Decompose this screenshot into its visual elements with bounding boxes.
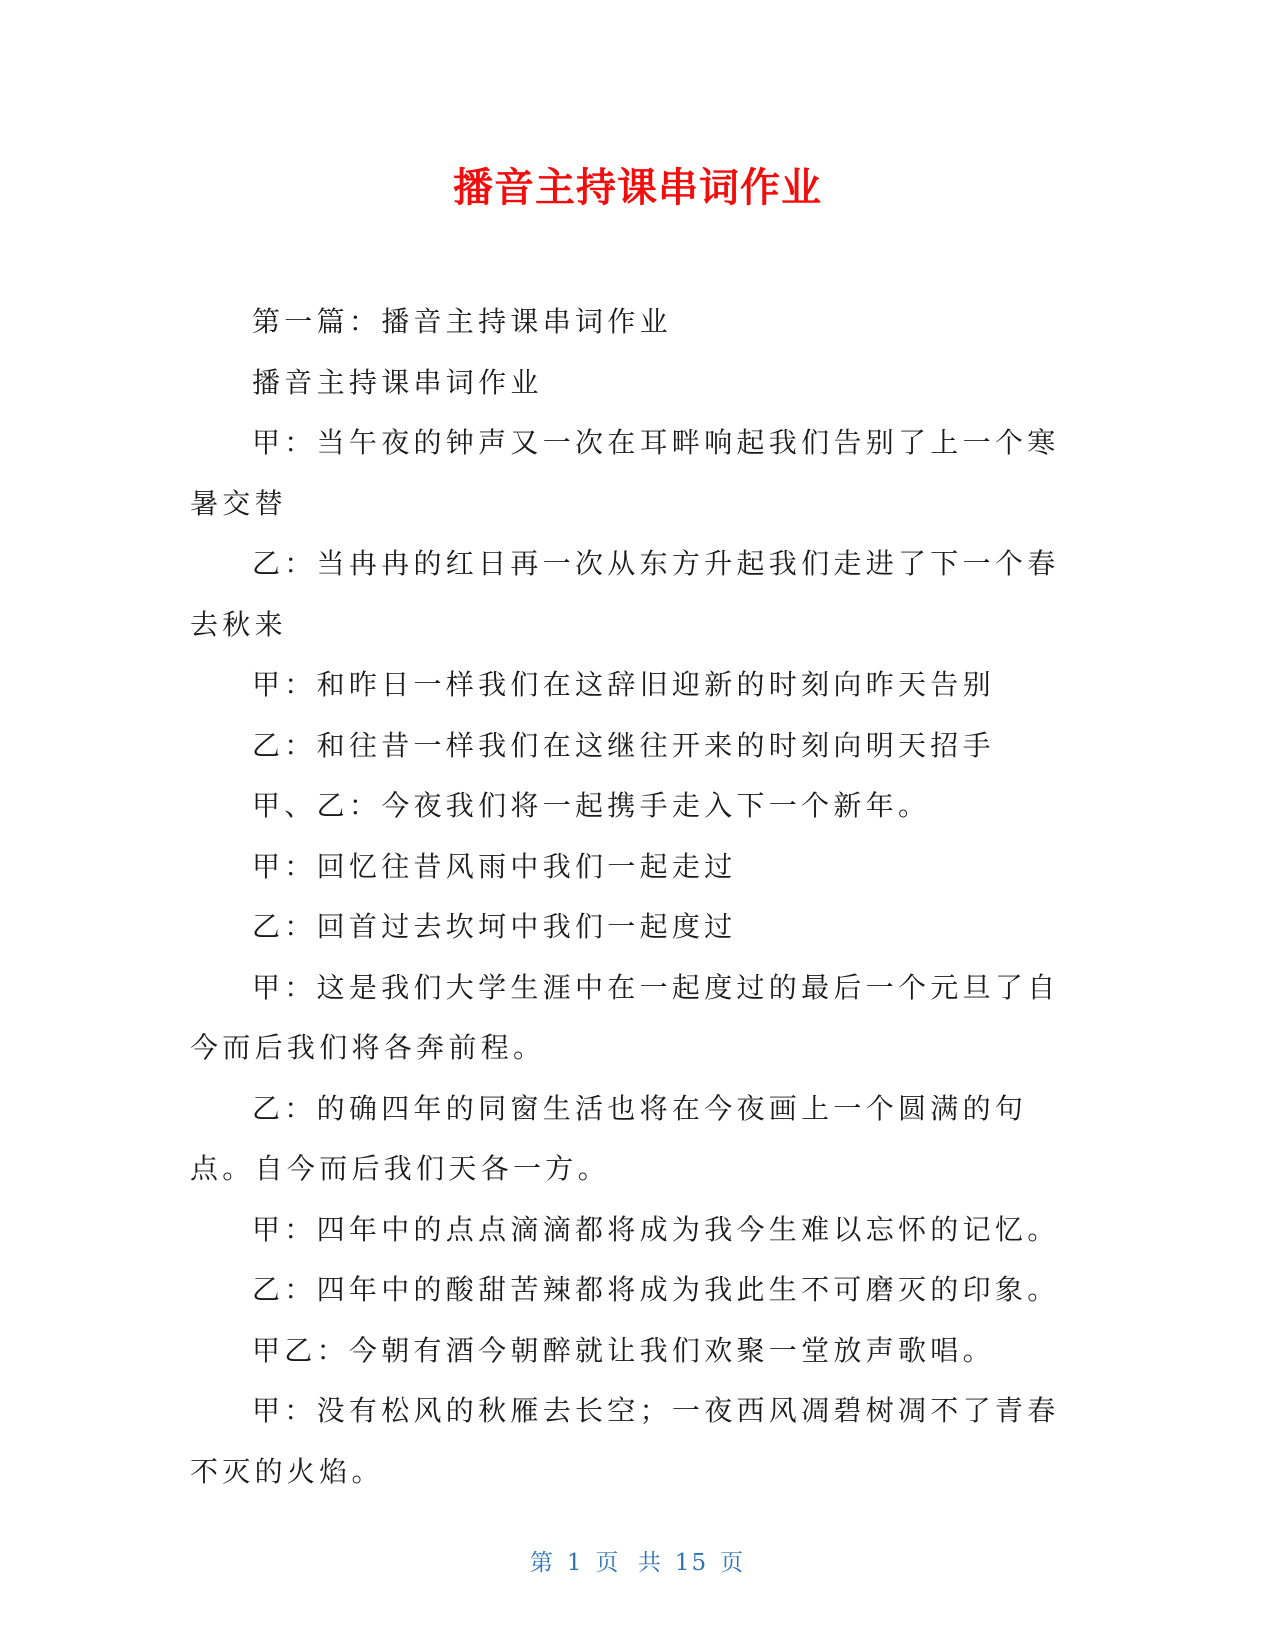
paragraph: 甲、乙：今夜我们将一起携手走入下一个新年。 [252,789,931,822]
paragraph: 甲：四年中的点点滴滴都将成为我今生难以忘怀的记忆。 [252,1212,1060,1246]
paragraph: 乙：回首过去坎坷中我们一起度过 [252,910,737,943]
paragraph: 乙：四年中的酸甜苦辣都将成为我此生不可磨灭的印象。 [252,1273,1060,1306]
document-title: 播音主持课串词作业 [453,165,822,211]
paragraph: 乙：当冉冉的红日再一次从东方升起我们走进了下一个春去秋来 [190,547,1060,641]
paragraph: 乙：和往昔一样我们在这继往开来的时刻向明天招手 [252,728,995,762]
footer-total-pages: 15 [674,1550,709,1576]
paragraph: 甲：这是我们大学生涯中在一起度过的最后一个元旦了自今而后我们将各奔前程。 [190,970,1060,1064]
footer-middle: 页 共 [595,1550,663,1576]
paragraph: 播音主持课串词作业 [252,365,543,399]
paragraph: 甲：当午夜的钟声又一次在耳畔响起我们告别了上一个寒暑交替 [190,426,1060,520]
page-footer [0,1544,1275,1577]
paragraph: 乙：的确四年的同窗生活也将在今夜画上一个圆满的句点。自今而后我们天各一方。 [190,1091,1028,1185]
paragraph: 甲乙：今朝有酒今朝醉就让我们欢聚一堂放声歌唱。 [252,1333,995,1367]
footer-prefix: 第 [529,1550,555,1576]
footer-current-page: 1 [566,1550,584,1576]
paragraph: 甲：和昨日一样我们在这辞旧迎新的时刻向昨天告别 [252,668,995,701]
paragraph: 甲：没有松风的秋雁去长空；一夜西风凋碧树凋不了青春不灭的火焰。 [190,1394,1060,1488]
document-body [190,292,1070,1502]
paragraph: 甲：回忆往昔风雨中我们一起走过 [252,849,737,883]
footer-suffix: 页 [720,1550,746,1576]
paragraph: 第一篇：播音主持课串词作业 [252,305,672,338]
